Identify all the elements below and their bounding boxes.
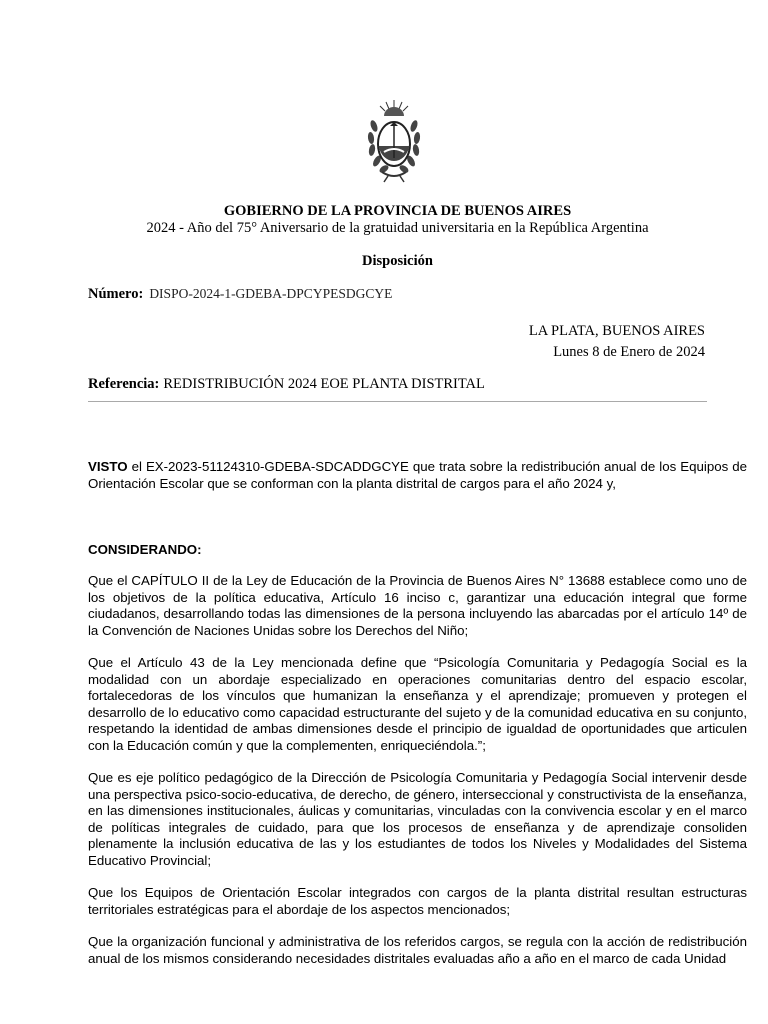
numero-value: DISPO-2024-1-GDEBA-DPCYPESDGCYE [149,286,393,301]
referencia-value: REDISTRIBUCIÓN 2024 EOE PLANTA DISTRITAL [163,376,485,392]
referencia-label: Referencia: [88,376,160,392]
year-motto: 2024 - Año del 75° Aniversario de la gratuidad universitaria en la República Argentina [146,220,649,236]
header-divider [88,401,707,402]
government-title: GOBIERNO DE LA PROVINCIA DE BUENOS AIRES [223,203,572,219]
referencia-row [88,376,485,393]
paragraph: Que la organización funcional y administrativa de los referidos cargos, se regula con la acción de redistribución anual de los mismos considerando necesidades distritales evaluadas año a año en el marco de cada Unidad [88,934,747,966]
date: Lunes 8 de Enero de 2024 [553,344,705,360]
numero-label: Número: [88,286,144,302]
visto-text: el EX-2023-51124310-GDEBA-SDCADDGCYE que trata sobre la redistribución anual de los Equipos de Orientación Escolar que se conforman con la planta distrital de cargos para el año 2024 y, [88,459,747,491]
coat-of-arms-icon [362,96,426,184]
paragraph: Que el Artículo 43 de la Ley mencionada define que “Psicología Comunitaria y Pedagogía Social es la modalidad con un abordaje especializado en operaciones comunitarias dentro del espacio escolar, fortalecedoras de los vínculos que humanizan la enseñanza y el aprendizaje; promueven y protegen el desarrollo de lo educativo como capacidad estructurante del sujeto y de la comunidad educativa en su conjunto, respetando la identidad de ambas dimensiones desde el principio de igualdad de oportunidades que articulen con la Educación común y que la complementen, enriqueciéndola.”; [88,655,747,753]
paragraph: Que el CAPÍTULO II de la Ley de Educación de la Provincia de Buenos Aires N° 13688 establece como uno de los objetivos de la política educativa, Artículo 16 inciso c, garantizar una educación integral que forme ciudadanos, desarrollando todas las dimensiones de la persona incluyendo las abarcadas por el artículo 14º de la Convención de Naciones Unidas sobre los Derechos del Niño; [88,573,747,638]
paragraph: Que es eje político pedagógico de la Dirección de Psicología Comunitaria y Pedagogía Social intervenir desde una perspectiva psico-socio-educativa, de derecho, de género, interseccional y constructivista de la enseñanza, en las dimensiones institucionales, áulicas y comunitarias, vinculadas con la convivencia escolar y en el marco de políticas integrales de cuidado, para que los procesos de enseñanza y de aprendizaje consoliden plenamente la inclusión educativa de las y los estudiantes de todos los Niveles y Modalidades del Sistema Educativo Provincial; [88,770,747,868]
visto-label: VISTO [88,459,128,474]
place: LA PLATA, BUENOS AIRES [528,323,705,339]
visto-paragraph [88,459,747,492]
document-type: Disposición [362,253,433,269]
numero-row [88,286,392,303]
considerando-heading: CONSIDERANDO: [88,542,202,557]
paragraph: Que los Equipos de Orientación Escolar integrados con cargos de la planta distrital resultan estructuras territoriales estratégicas para el abordaje de los aspectos mencionados; [88,885,747,917]
